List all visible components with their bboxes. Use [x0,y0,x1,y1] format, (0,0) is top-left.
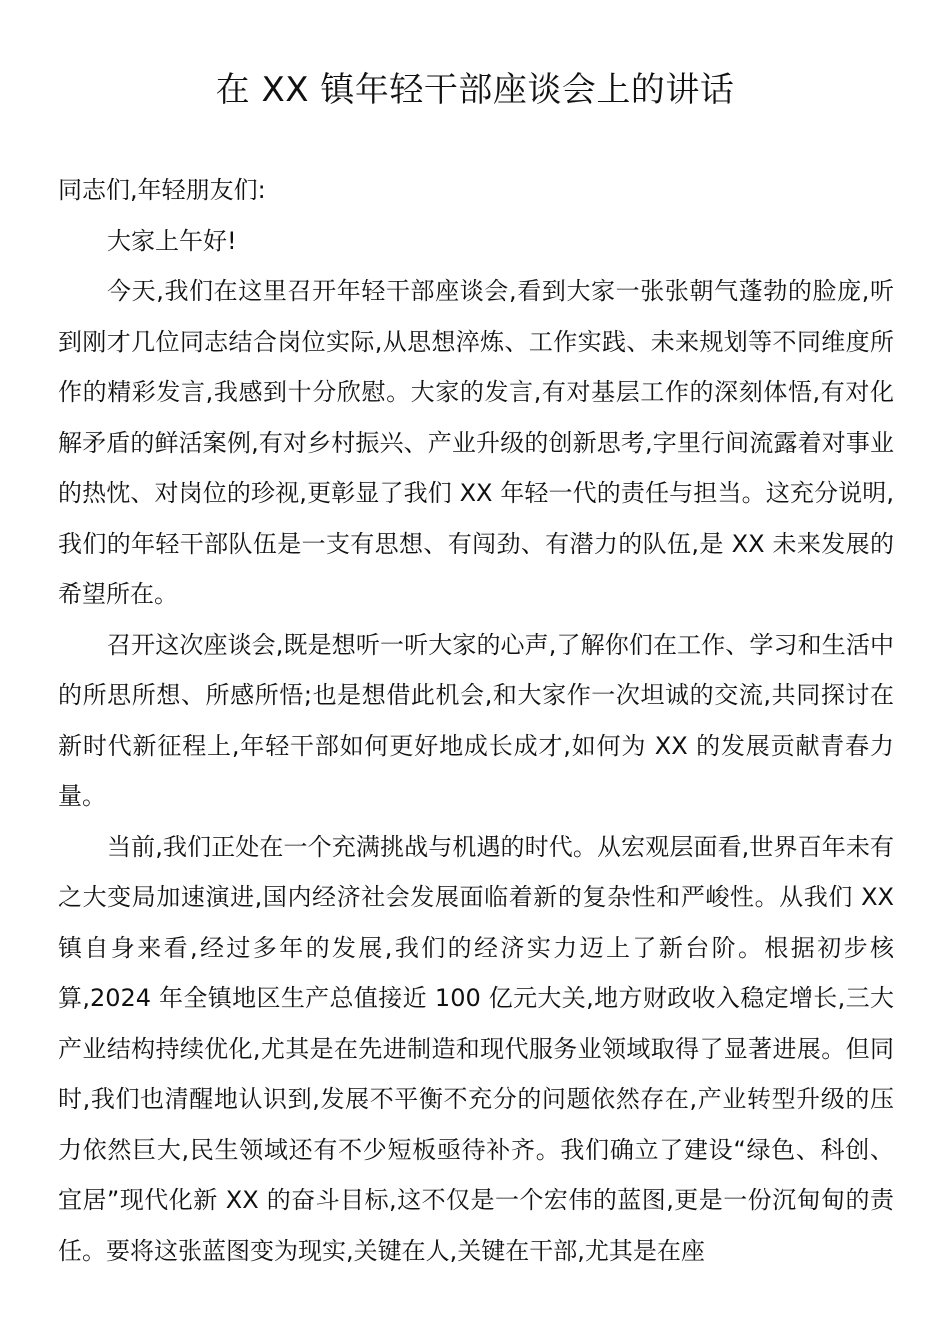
salutation: 同志们,年轻朋友们: [58,176,266,204]
paragraph-opening: 今天,我们在这里召开年轻干部座谈会,看到大家一张张朝气蓬勃的脸庞,听到刚才几位同志结合岗位实际,从思想淬炼、工作实践、未来规划等不同维度所作的精彩发言,我感到十分欣慰。大家的发言,有对基层工作的深刻体悟,有对化解矛盾的鲜活案例,有对乡村振兴、产业升级的创新思考,字里行间流露着对事业的热忱、对岗位的珍视,更彰显了我们 XX 年轻一代的责任与担当。这充分说明,我们的年轻干部队伍是一支有思想、有闯劲、有潜力的队伍,是 XX 未来发展的希望所在。 [58,277,894,608]
document-title: 在 XX 镇年轻干部座谈会上的讲话 [215,70,735,110]
paragraph-purpose: 召开这次座谈会,既是想听一听大家的心声,了解你们在工作、学习和生活中的所思所想、所感所悟;也是想借此机会,和大家作一次坦诚的交流,共同探讨在新时代新征程上,年轻干部如何更好地成长成才,如何为 XX 的发展贡献青春力量。 [58,630,894,810]
document-body [58,165,894,1276]
paragraph-greeting: 大家上午好! [107,226,237,255]
paragraph-situation: 当前,我们正处在一个充满挑战与机遇的时代。从宏观层面看,世界百年未有之大变局加速演进,国内经济社会发展面临着新的复杂性和严峻性。从我们 XX 镇自身来看,经过多年的发展,我们的经济实力迈上了新台阶。根据初步核算,2024 年全镇地区生产总值接近 100 亿元大关,地方财政收入稳定增长,三大产业结构持续优化,尤其是在先进制造和现代服务业领域取得了显著进展。但同时,我们也清醒地认识到,发展不平衡不充分的问题依然存在,产业转型升级的压力依然巨大,民生领域还有不少短板亟待补齐。我们确立了建设“绿色、科创、宜居”现代化新 XX 的奋斗目标,这不仅是一个宏伟的蓝图,更是一份沉甸甸的责任。要将这张蓝图变为现实,关键在人,关键在干部,尤其是在座 [58,832,894,1265]
